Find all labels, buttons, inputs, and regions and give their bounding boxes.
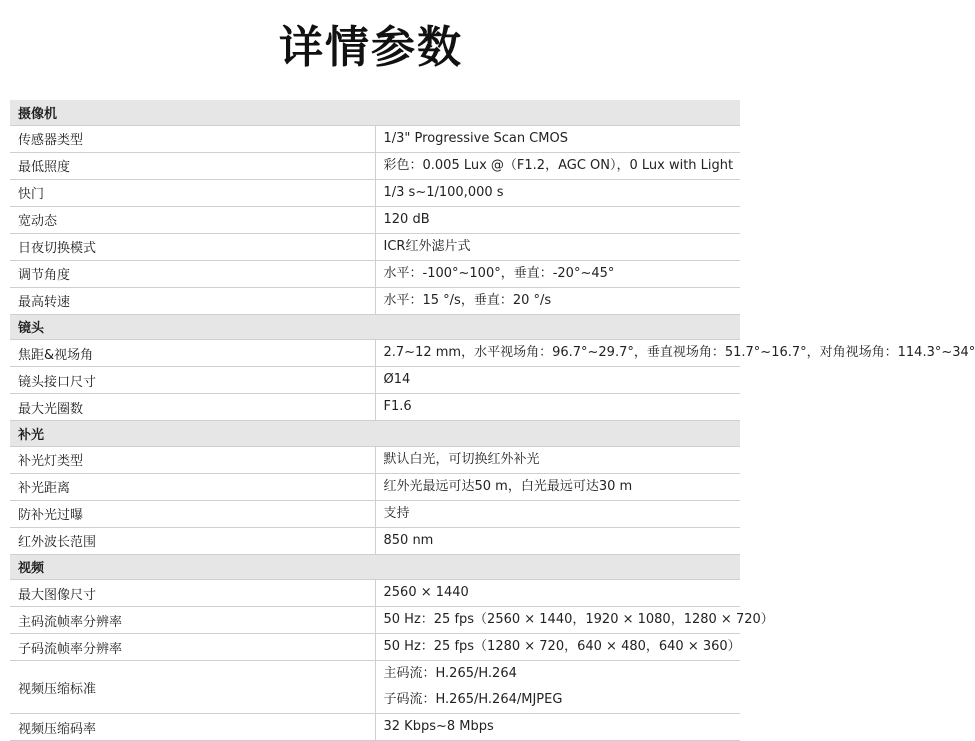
spec-row: [10, 446, 740, 473]
spec-value-cell: [375, 152, 740, 179]
spec-row: [10, 580, 740, 607]
spec-value: 彩色：0.005 Lux @（F1.2，AGC ON），0 Lux with Light: [383, 157, 734, 173]
spec-value-cell: [375, 527, 740, 554]
spec-value: 主码流：H.265/H.264: [383, 666, 517, 681]
spec-label: 宽动态: [10, 206, 375, 233]
spec-label: 快门: [10, 179, 375, 206]
spec-label: 调节角度: [10, 260, 375, 287]
section-header: [10, 314, 740, 340]
spec-value: 50 Hz：25 fps（2560 × 1440，1920 × 1080，1280 × 720）: [383, 612, 774, 627]
spec-row: [10, 367, 740, 394]
spec-value-cell: [375, 394, 740, 421]
spec-value: 默认白光，可切换红外补光: [383, 451, 540, 467]
spec-value: ICR红外滤片式: [383, 238, 471, 254]
spec-value: 水平：-100°~100°，垂直：-20°~45°: [383, 265, 615, 281]
spec-label: 防补光过曝: [10, 500, 375, 527]
spec-value-cell: [375, 634, 740, 661]
spec-value: F1.6: [383, 399, 412, 414]
spec-row: [10, 527, 740, 554]
spec-row: [10, 206, 740, 233]
spec-value: 支持: [383, 505, 410, 521]
spec-label: 补光灯类型: [10, 446, 375, 473]
spec-row: [10, 125, 740, 152]
spec-value-cell: [375, 607, 774, 634]
spec-label: 传感器类型: [10, 125, 375, 152]
page-title: 详情参数: [279, 22, 463, 73]
spec-value-cell: [375, 367, 740, 394]
spec-value: 1/3" Progressive Scan CMOS: [383, 130, 568, 146]
section-title: 摄像机: [10, 100, 740, 125]
spec-value: 850 nm: [383, 532, 434, 548]
spec-value: 120 dB: [383, 211, 430, 227]
spec-row: [10, 714, 740, 741]
spec-label: 补光距离: [10, 473, 375, 500]
spec-row: [10, 473, 740, 500]
spec-table: [10, 100, 975, 741]
section-header: [10, 100, 740, 125]
spec-label: 镜头接口尺寸: [10, 367, 375, 394]
spec-label: 日夜切换模式: [10, 233, 375, 260]
spec-label: 最高转速: [10, 287, 375, 314]
spec-label: 最大图像尺寸: [10, 580, 375, 607]
spec-value-cell: [375, 500, 740, 527]
spec-row: [10, 500, 740, 527]
spec-value-cell: [375, 340, 975, 367]
spec-label: 焦距&视场角: [10, 340, 375, 367]
spec-row: [10, 152, 740, 179]
spec-value-cell: [375, 714, 740, 741]
spec-label: 主码流帧率分辨率: [10, 607, 375, 634]
spec-row: [10, 260, 740, 287]
spec-row: [10, 607, 740, 634]
spec-value: 1/3 s~1/100,000 s: [383, 184, 504, 200]
spec-value-cell: [375, 580, 740, 607]
spec-value: 红外光最远可达50 m，白光最远可达30 m: [383, 478, 633, 494]
spec-value: 水平：15 °/s，垂直：20 °/s: [383, 292, 552, 308]
spec-value-cell: [375, 206, 740, 233]
spec-row: [10, 340, 740, 367]
spec-row: [10, 287, 740, 314]
spec-value-cell: [375, 446, 740, 473]
spec-row: [10, 634, 740, 661]
spec-label: 最大光圈数: [10, 394, 375, 421]
spec-row: [10, 179, 740, 206]
spec-value-cell: [375, 260, 740, 287]
spec-row: [10, 661, 740, 714]
section-title: 镜头: [10, 314, 740, 340]
spec-value-cell: [375, 473, 740, 500]
section-title: 视频: [10, 554, 740, 580]
spec-label: 子码流帧率分辨率: [10, 634, 375, 661]
spec-value: 32 Kbps~8 Mbps: [383, 719, 494, 734]
section-header: [10, 554, 740, 580]
spec-label: 视频压缩码率: [10, 714, 375, 741]
spec-label: 最低照度: [10, 152, 375, 179]
spec-value: Ø14: [383, 372, 411, 387]
spec-label: 红外波长范围: [10, 527, 375, 554]
spec-value-cell: [375, 233, 740, 260]
spec-value: 子码流：H.265/H.264/MJPEG: [383, 692, 563, 707]
spec-row: [10, 233, 740, 260]
section-title: 补光: [10, 421, 740, 447]
spec-value-cell: [375, 287, 740, 314]
spec-value-cell: [375, 179, 740, 206]
spec-value: 50 Hz：25 fps（1280 × 720，640 × 480，640 × 360）: [383, 639, 741, 654]
spec-value-cell: [375, 661, 740, 714]
spec-value: 2560 × 1440: [383, 585, 469, 600]
spec-value: 2.7~12 mm，水平视场角：96.7°~29.7°，垂直视场角：51.7°~16.7°，对角视场角：114.3°~34°: [383, 345, 975, 360]
spec-row: [10, 394, 740, 421]
section-header: [10, 421, 740, 447]
spec-value-cell: [375, 125, 740, 152]
spec-label: 视频压缩标准: [10, 661, 375, 714]
